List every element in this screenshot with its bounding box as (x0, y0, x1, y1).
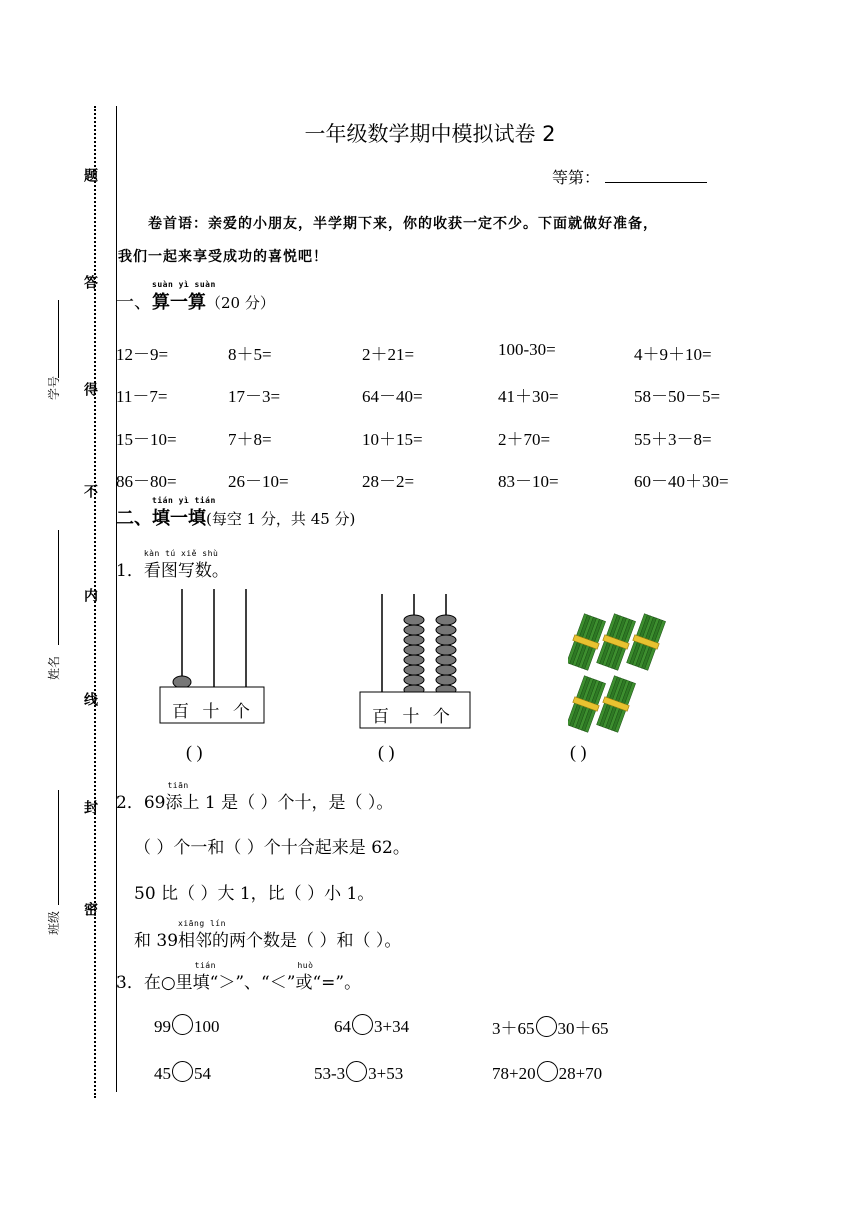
compare-circle[interactable] (537, 1061, 558, 1082)
abacus-bead (404, 615, 424, 625)
calc-item[interactable]: 17－3= (228, 387, 281, 406)
compare-circle[interactable] (346, 1061, 367, 1082)
q3-text-c: “=”。 (312, 973, 362, 993)
section1-pinyin: suàn yì suàn (152, 280, 216, 289)
label-hundreds: 百 (372, 707, 389, 727)
abacus-bead (404, 635, 424, 645)
grade-label-text: 等第： (552, 168, 601, 187)
calc-item[interactable]: 100-30= (498, 340, 556, 359)
calc-item[interactable]: 86－80= (116, 472, 177, 491)
compare-right: 3+53 (368, 1064, 404, 1083)
binding-char: 不 (82, 484, 98, 498)
q3-fill: 填 tián (192, 961, 216, 993)
q3-text-a: 在○里 (143, 973, 193, 993)
calc-item[interactable]: 60－40＋30= (634, 472, 729, 491)
calc-item[interactable]: 10＋15= (362, 430, 423, 449)
q3-number: 3． (116, 973, 144, 993)
compare-item (154, 1061, 211, 1084)
abacus-bead (436, 655, 456, 665)
q3-fill-pinyin: tián (194, 961, 216, 970)
binding-char: 题 (82, 168, 98, 182)
section2-score: (每空 1 分，共 45 分) (206, 510, 356, 528)
binding-char: 内 (82, 588, 98, 602)
label-ones: 个 (432, 707, 450, 727)
compare-right: 100 (194, 1017, 220, 1036)
binding-dotted-line (94, 106, 96, 1098)
compare-left: 3＋65 (492, 1019, 535, 1038)
q3-text-b: “＞”、“＜” (209, 973, 296, 993)
calc-item[interactable]: 15－10= (116, 430, 177, 449)
calc-item[interactable]: 4＋9＋10= (634, 345, 712, 364)
label-tens: 十 (402, 707, 420, 727)
compare-right: 54 (194, 1064, 211, 1083)
compare-item (492, 1061, 602, 1084)
q1-pinyin: kàn tú xiě shù (143, 549, 219, 558)
calc-item[interactable]: 26－10= (228, 472, 289, 491)
calc-item[interactable]: 58－50－5= (634, 387, 721, 406)
binding-inner-line (116, 106, 117, 1092)
stick-bundles-image (568, 612, 678, 736)
compare-circle[interactable] (172, 1061, 193, 1082)
q2-line-2: （ ）个一和（ ）个十合起来是 62。 (134, 838, 410, 858)
section2-pinyin: tián yì tián (152, 496, 216, 505)
abacus-bead (436, 645, 456, 655)
field-label-student-id: 学号 (47, 375, 61, 400)
compare-right: 30＋65 (557, 1019, 609, 1038)
calc-item[interactable]: 2＋70= (498, 430, 551, 449)
calc-item[interactable]: 83－10= (498, 472, 559, 491)
binding-char: 封 (82, 800, 98, 814)
grade-blank[interactable] (605, 182, 707, 183)
q2-line4-b: 的两个数是（ ）和（ ）。 (212, 931, 402, 951)
q3-or-pinyin: huò (297, 961, 314, 970)
field-label-name: 姓名 (47, 655, 61, 680)
section1-name: 算一算 suàn yì suàn (152, 280, 216, 313)
compare-left: 53-3 (314, 1064, 346, 1083)
q2-xianglin-pinyin: xiāng lín (178, 919, 226, 928)
field-line-class (58, 790, 59, 905)
field-line-name (58, 530, 59, 645)
compare-item (492, 1014, 609, 1039)
field-line-student-id (58, 300, 59, 378)
compare-left: 64 (334, 1017, 351, 1036)
compare-right: 3+34 (374, 1017, 410, 1036)
grade-label (552, 165, 600, 188)
abacus-bead (436, 625, 456, 635)
binding-char: 得 (82, 382, 98, 396)
q2-tian: 添 tiān (165, 781, 189, 813)
section1-score: （20 分） (206, 294, 275, 312)
compare-circle[interactable] (536, 1016, 557, 1037)
abacus-bead (436, 665, 456, 675)
calc-item[interactable]: 41＋30= (498, 387, 559, 406)
calc-item[interactable]: 64－40= (362, 387, 423, 406)
section1-heading (116, 280, 275, 314)
intro-line-1: 卷首语：亲爱的小朋友，半学期下来，你的收获一定不少。下面就做好准备， (148, 216, 658, 232)
abacus-bead (404, 655, 424, 665)
q2-line-1 (116, 781, 394, 813)
section2-heading (116, 496, 356, 530)
compare-left: 78+20 (492, 1064, 536, 1083)
binding-char: 线 (82, 692, 98, 706)
compare-item (154, 1014, 220, 1037)
abacus-2-labels (372, 702, 450, 727)
compare-left: 45 (154, 1064, 171, 1083)
answer-blank-2[interactable]: ( ) (378, 742, 395, 762)
calc-item[interactable]: 12－9= (116, 345, 169, 364)
calc-item[interactable]: 28－2= (362, 472, 415, 491)
calc-item[interactable]: 7＋8= (228, 430, 272, 449)
calc-item[interactable]: 55＋3－8= (634, 430, 712, 449)
q2-line-3: 50 比（ ）大 1，比（ ）小 1。 (134, 884, 375, 904)
q2-tian-pinyin: tiān (167, 781, 189, 790)
q3-or: 或 huò (295, 961, 314, 993)
q2-xianglin: 相邻 xiāng lín (178, 919, 226, 951)
q1-number: 1． (116, 561, 144, 581)
q2-line4-a: 和 39 (134, 931, 179, 951)
abacus-bead (404, 645, 424, 655)
binding-char: 密 (82, 902, 98, 916)
q2-line-4 (134, 919, 402, 951)
q1-heading (116, 549, 229, 581)
abacus-bead (436, 615, 456, 625)
compare-left: 99 (154, 1017, 171, 1036)
abacus-bead (436, 635, 456, 645)
compare-circle[interactable] (352, 1014, 373, 1035)
section1-prefix: 一、 (116, 292, 152, 313)
calc-item[interactable]: 2＋21= (362, 345, 415, 364)
compare-item (334, 1014, 409, 1037)
compare-circle[interactable] (172, 1014, 193, 1035)
calc-item[interactable]: 11－7= (116, 387, 168, 406)
abacus-bead (404, 625, 424, 635)
q2-line1-a: 2．69 (116, 793, 166, 813)
section2-name: 填一填 tián yì tián (152, 496, 216, 529)
q3-heading (116, 961, 362, 993)
abacus-bead (404, 675, 424, 685)
abacus-1-labels (172, 697, 250, 722)
q2-line1-b: 上 1 是（ ）个十，是（ ）。 (182, 793, 394, 813)
label-tens: 十 (202, 702, 220, 722)
section2-prefix: 二、 (116, 508, 152, 529)
label-ones: 个 (232, 702, 250, 722)
field-label-class: 班级 (47, 910, 61, 935)
q1-text: 看图写数。 kàn tú xiě shù (143, 549, 229, 581)
intro-line-2: 我们一起来享受成功的喜悦吧！ (118, 249, 328, 265)
answer-blank-1[interactable]: ( ) (186, 742, 203, 762)
label-hundreds: 百 (172, 702, 189, 722)
compare-item (314, 1061, 403, 1084)
compare-right: 28+70 (558, 1064, 603, 1083)
abacus-bead (404, 665, 424, 675)
abacus-bead (436, 675, 456, 685)
answer-blank-3[interactable]: ( ) (570, 742, 587, 762)
page-title: 一年级数学期中模拟试卷 2 (304, 122, 556, 146)
calc-item[interactable]: 8＋5= (228, 345, 272, 364)
binding-char: 答 (82, 275, 98, 289)
